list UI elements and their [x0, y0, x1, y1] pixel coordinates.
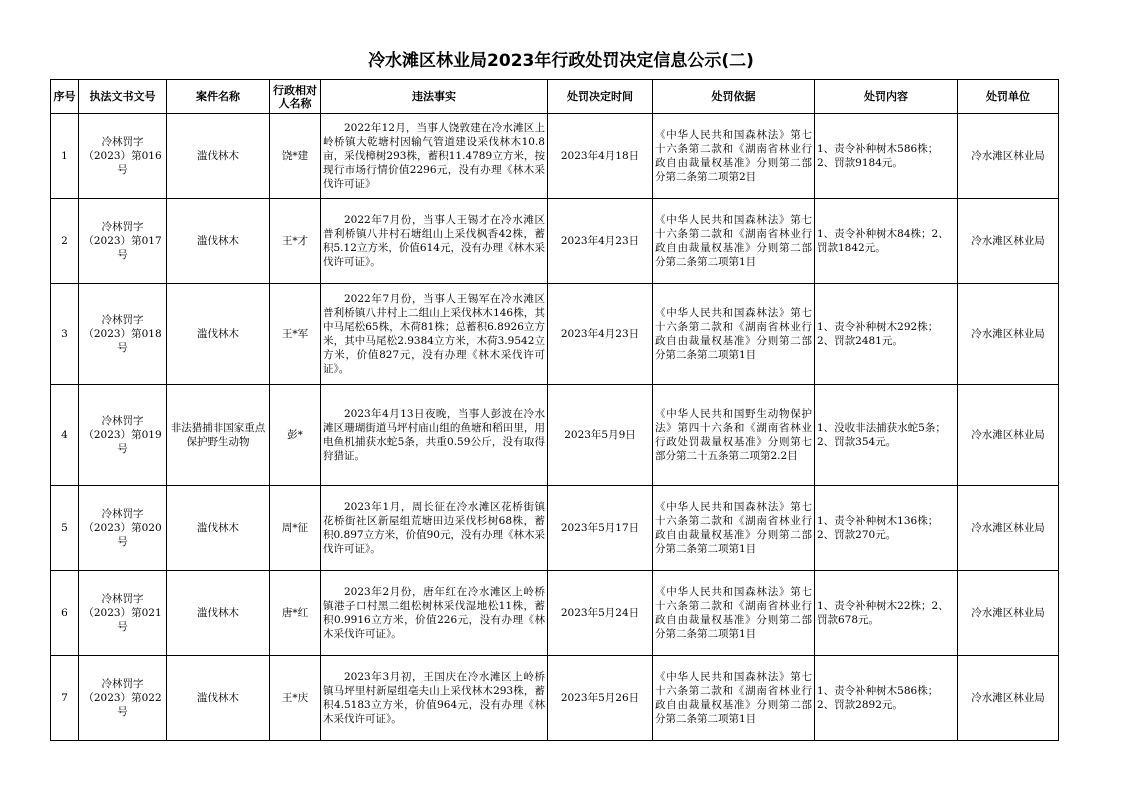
cell-no: 5	[51, 486, 79, 571]
cell-case: 非法猎捕非国家重点保护野生动物	[167, 385, 270, 486]
col-header-no: 序号	[51, 80, 79, 114]
cell-facts: 2023年4月13日夜晚，当事人彭波在冷水滩区珊瑚街道马坪村庙山组的鱼塘和稻田里，用电鱼机捕获水蛇5条，共重0.59公斤，没有取得狩猎证。	[321, 385, 548, 486]
cell-unit: 冷水滩区林业局	[958, 284, 1059, 385]
col-header-penalty: 处罚内容	[815, 80, 958, 114]
cell-date: 2023年5月24日	[548, 571, 653, 656]
cell-date: 2023年5月26日	[548, 656, 653, 741]
cell-date: 2023年5月9日	[548, 385, 653, 486]
cell-facts: 2022年12月，当事人饶敦建在冷水滩区上岭桥镇大乾塘村因输气管道建设采伐林木10.8亩，采伐樟树293株，蓄积11.4789立方米，按现行市场行情价值2296元，没有办理《林木采伐许可证》	[321, 114, 548, 199]
table-row	[51, 114, 1059, 199]
cell-penalty: 1、责令补种树木586株；2、罚款9184元。	[815, 114, 958, 199]
cell-case: 滥伐林木	[167, 114, 270, 199]
col-header-unit: 处罚单位	[958, 80, 1059, 114]
col-header-facts: 违法事实	[321, 80, 548, 114]
cell-party: 王*军	[270, 284, 321, 385]
table-row	[51, 284, 1059, 385]
cell-no: 6	[51, 571, 79, 656]
header-row	[51, 80, 1059, 114]
cell-facts: 2023年3月初，王国庆在冷水滩区上岭桥镇马坪里村新屋组亳夫山上采伐林木293株，蓄积4.5183立方米，价值964元，没有办理《林木采伐许可证》。	[321, 656, 548, 741]
cell-no: 1	[51, 114, 79, 199]
cell-facts: 2022年7月份，当事人王锡才在冷水滩区普利桥镇八井村石塘组山上采伐枫香42株，蓄积5.12立方米，价值614元，没有办理《林木采伐许可证》。	[321, 199, 548, 284]
col-header-case: 案件名称	[167, 80, 270, 114]
cell-unit: 冷水滩区林业局	[958, 571, 1059, 656]
cell-party: 饶*建	[270, 114, 321, 199]
cell-doc: 冷林罚字（2023）第021号	[79, 571, 167, 656]
cell-facts: 2023年2月份，唐年红在冷水滩区上岭桥镇港子口村黑二组松树林采伐湿地松11株，蓄积0.9916立方米，价值226元，没有办理《林木采伐许可证》。	[321, 571, 548, 656]
cell-party: 周*征	[270, 486, 321, 571]
cell-unit: 冷水滩区林业局	[958, 486, 1059, 571]
col-header-basis: 处罚依据	[653, 80, 815, 114]
cell-doc: 冷林罚字（2023）第016号	[79, 114, 167, 199]
cell-no: 3	[51, 284, 79, 385]
cell-case: 滥伐林木	[167, 486, 270, 571]
penalty-table	[50, 79, 1059, 741]
cell-party: 王*庆	[270, 656, 321, 741]
cell-case: 滥伐林木	[167, 199, 270, 284]
cell-basis: 《中华人民共和国野生动物保护法》第四十六条和《湖南省林业行政处罚裁量权基准》分则第七部分第二十五条第二项第2.2目	[653, 385, 815, 486]
cell-date: 2023年4月23日	[548, 199, 653, 284]
cell-unit: 冷水滩区林业局	[958, 114, 1059, 199]
cell-party: 唐*红	[270, 571, 321, 656]
cell-unit: 冷水滩区林业局	[958, 656, 1059, 741]
table-row	[51, 571, 1059, 656]
table-row	[51, 385, 1059, 486]
cell-party: 彭*	[270, 385, 321, 486]
cell-date: 2023年4月18日	[548, 114, 653, 199]
cell-unit: 冷水滩区林业局	[958, 385, 1059, 486]
table-row	[51, 656, 1059, 741]
table-row	[51, 199, 1059, 284]
cell-date: 2023年5月17日	[548, 486, 653, 571]
cell-facts: 2023年1月，周长征在冷水滩区花桥街镇花桥街社区新屋组荒塘田边采伐杉树68株，蓄积0.897立方米，价值90元，没有办理《林木采伐许可证》。	[321, 486, 548, 571]
cell-case: 滥伐林木	[167, 571, 270, 656]
col-header-party: 行政相对人名称	[270, 80, 321, 114]
cell-no: 7	[51, 656, 79, 741]
cell-facts: 2022年7月份，当事人王锡军在冷水滩区普利桥镇八井村上二组山上采伐林木146株，其中马尾松65株，木荷81株；总蓄积6.8926立方米，其中马尾松2.9384立方米，木荷3.9542立方米，价值827元，没有办理《林木采伐许可证》。	[321, 284, 548, 385]
cell-doc: 冷林罚字（2023）第022号	[79, 656, 167, 741]
cell-basis: 《中华人民共和国森林法》第七十六条第二款和《湖南省林业行政自由裁量权基准》分则第二部分第二条第二项第1目	[653, 284, 815, 385]
cell-penalty: 1、责令补种树木292株；2、罚款2481元。	[815, 284, 958, 385]
table-row	[51, 486, 1059, 571]
cell-basis: 《中华人民共和国森林法》第七十六条第二款和《湖南省林业行政自由裁量权基准》分则第二部分第二条第二项第1目	[653, 656, 815, 741]
cell-penalty: 1、责令补种树木22株；2、罚款678元。	[815, 571, 958, 656]
cell-penalty: 1、责令补种树木84株；2、罚款1842元。	[815, 199, 958, 284]
col-header-doc: 执法文书文号	[79, 80, 167, 114]
cell-doc: 冷林罚字（2023）第019号	[79, 385, 167, 486]
cell-penalty: 1、没收非法捕获水蛇5条；2、罚款354元。	[815, 385, 958, 486]
cell-doc: 冷林罚字（2023）第018号	[79, 284, 167, 385]
cell-basis: 《中华人民共和国森林法》第七十六条第二款和《湖南省林业行政自由裁量权基准》分则第二部分第二条第二项第1目	[653, 571, 815, 656]
cell-case: 滥伐林木	[167, 656, 270, 741]
cell-basis: 《中华人民共和国森林法》第七十六条第二款和《湖南省林业行政自由裁量权基准》分则第二部分第二条第二项第1目	[653, 199, 815, 284]
cell-doc: 冷林罚字（2023）第020号	[79, 486, 167, 571]
cell-party: 王*才	[270, 199, 321, 284]
cell-basis: 《中华人民共和国森林法》第七十六条第二款和《湖南省林业行政自由裁量权基准》分则第二部分第二条第二项第2目	[653, 114, 815, 199]
col-header-date: 处罚决定时间	[548, 80, 653, 114]
cell-doc: 冷林罚字（2023）第017号	[79, 199, 167, 284]
cell-unit: 冷水滩区林业局	[958, 199, 1059, 284]
cell-penalty: 1、责令补种树木586株；2、罚款2892元。	[815, 656, 958, 741]
cell-basis: 《中华人民共和国森林法》第七十六条第二款和《湖南省林业行政自由裁量权基准》分则第二部分第二条第二项第1目	[653, 486, 815, 571]
cell-case: 滥伐林木	[167, 284, 270, 385]
cell-date: 2023年4月23日	[548, 284, 653, 385]
cell-penalty: 1、责令补种树木136株；2、罚款270元。	[815, 486, 958, 571]
page-title: 冷水滩区林业局2023年行政处罚决定信息公示(二)	[368, 51, 754, 71]
cell-no: 4	[51, 385, 79, 486]
cell-no: 2	[51, 199, 79, 284]
